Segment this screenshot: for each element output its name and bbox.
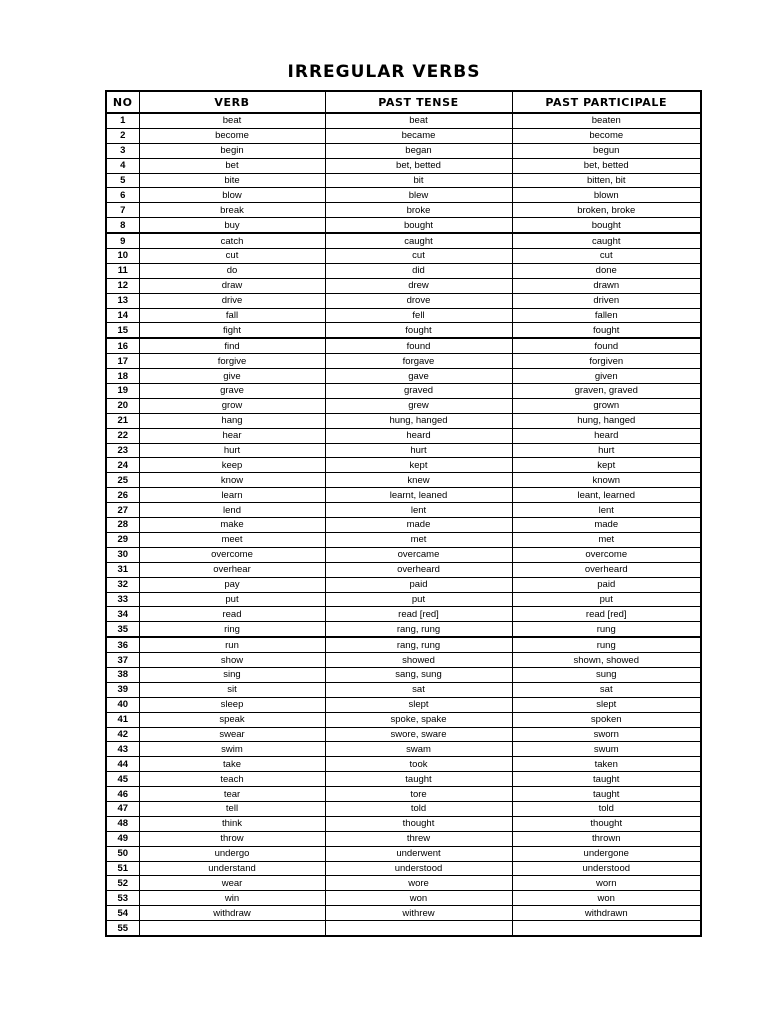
cell-no: 15 bbox=[106, 323, 139, 338]
table-row bbox=[106, 667, 701, 682]
cell-past-tense: gave bbox=[325, 369, 512, 384]
cell-no: 51 bbox=[106, 861, 139, 876]
table-row bbox=[106, 637, 701, 652]
cell-past-participle: understood bbox=[512, 861, 701, 876]
table-row bbox=[106, 787, 701, 802]
table-row bbox=[106, 384, 701, 399]
cell-past-tense bbox=[325, 921, 512, 936]
cell-verb: tear bbox=[139, 787, 325, 802]
cell-past-tense: heard bbox=[325, 428, 512, 443]
cell-no: 2 bbox=[106, 128, 139, 143]
cell-past-participle: heard bbox=[512, 428, 701, 443]
cell-past-participle: kept bbox=[512, 458, 701, 473]
cell-past-tense: threw bbox=[325, 831, 512, 846]
table-row bbox=[106, 712, 701, 727]
cell-no: 46 bbox=[106, 787, 139, 802]
cell-no: 30 bbox=[106, 547, 139, 562]
cell-verb: withdraw bbox=[139, 906, 325, 921]
table-row bbox=[106, 801, 701, 816]
cell-past-participle: graven, graved bbox=[512, 384, 701, 399]
cell-past-tense: lent bbox=[325, 503, 512, 518]
cell-past-tense: paid bbox=[325, 577, 512, 592]
cell-no: 37 bbox=[106, 653, 139, 668]
cell-verb: become bbox=[139, 128, 325, 143]
cell-past-participle: paid bbox=[512, 577, 701, 592]
cell-past-participle: blown bbox=[512, 188, 701, 203]
cell-past-participle: broken, broke bbox=[512, 203, 701, 218]
cell-past-tense: met bbox=[325, 532, 512, 547]
cell-no: 54 bbox=[106, 906, 139, 921]
cell-past-tense: knew bbox=[325, 473, 512, 488]
cell-past-participle: found bbox=[512, 338, 701, 353]
table-row bbox=[106, 682, 701, 697]
cell-past-tense: drove bbox=[325, 293, 512, 308]
cell-past-tense: broke bbox=[325, 203, 512, 218]
table-row bbox=[106, 727, 701, 742]
cell-past-participle: thrown bbox=[512, 831, 701, 846]
cell-no: 55 bbox=[106, 921, 139, 936]
cell-past-participle: withdrawn bbox=[512, 906, 701, 921]
cell-past-tense: bought bbox=[325, 218, 512, 233]
table-row bbox=[106, 562, 701, 577]
cell-no: 24 bbox=[106, 458, 139, 473]
cell-past-participle: taken bbox=[512, 757, 701, 772]
cell-past-participle: bitten, bit bbox=[512, 173, 701, 188]
cell-past-tense: cut bbox=[325, 249, 512, 264]
cell-past-participle: slept bbox=[512, 697, 701, 712]
cell-verb: bite bbox=[139, 173, 325, 188]
cell-past-tense: told bbox=[325, 801, 512, 816]
table-row bbox=[106, 218, 701, 233]
header-past-tense: PAST TENSE bbox=[325, 91, 512, 113]
cell-verb: sleep bbox=[139, 697, 325, 712]
cell-verb: undergo bbox=[139, 846, 325, 861]
cell-past-participle: leant, learned bbox=[512, 488, 701, 503]
cell-past-participle: rung bbox=[512, 637, 701, 652]
cell-past-participle: put bbox=[512, 592, 701, 607]
table-row bbox=[106, 113, 701, 128]
table-row bbox=[106, 547, 701, 562]
cell-past-tense: found bbox=[325, 338, 512, 353]
cell-past-tense: fell bbox=[325, 308, 512, 323]
cell-verb: find bbox=[139, 338, 325, 353]
table-row bbox=[106, 398, 701, 413]
cell-verb: tell bbox=[139, 801, 325, 816]
cell-past-participle: grown bbox=[512, 398, 701, 413]
cell-past-participle: won bbox=[512, 891, 701, 906]
table-row bbox=[106, 173, 701, 188]
cell-verb: throw bbox=[139, 831, 325, 846]
cell-past-participle: drawn bbox=[512, 278, 701, 293]
cell-verb: speak bbox=[139, 712, 325, 727]
cell-past-tense: understood bbox=[325, 861, 512, 876]
cell-verb: win bbox=[139, 891, 325, 906]
cell-no: 21 bbox=[106, 413, 139, 428]
table-row bbox=[106, 413, 701, 428]
cell-past-tense: swore, sware bbox=[325, 727, 512, 742]
cell-past-tense: graved bbox=[325, 384, 512, 399]
table-row bbox=[106, 891, 701, 906]
cell-past-participle: become bbox=[512, 128, 701, 143]
table-row bbox=[106, 233, 701, 248]
cell-past-participle: shown, showed bbox=[512, 653, 701, 668]
cell-past-participle: thought bbox=[512, 816, 701, 831]
cell-past-tense: thought bbox=[325, 816, 512, 831]
cell-verb: swim bbox=[139, 742, 325, 757]
cell-verb: hurt bbox=[139, 443, 325, 458]
table-row bbox=[106, 188, 701, 203]
cell-past-tense: beat bbox=[325, 113, 512, 128]
cell-past-tense: taught bbox=[325, 772, 512, 787]
header-verb: VERB bbox=[139, 91, 325, 113]
cell-no: 19 bbox=[106, 384, 139, 399]
cell-verb: forgive bbox=[139, 354, 325, 369]
cell-past-participle: overcome bbox=[512, 547, 701, 562]
cell-past-participle: taught bbox=[512, 787, 701, 802]
cell-verb: run bbox=[139, 637, 325, 652]
cell-past-participle: cut bbox=[512, 249, 701, 264]
cell-past-tense: learnt, leaned bbox=[325, 488, 512, 503]
cell-past-participle: worn bbox=[512, 876, 701, 891]
cell-past-participle bbox=[512, 921, 701, 936]
table-row bbox=[106, 846, 701, 861]
table-row bbox=[106, 592, 701, 607]
cell-past-participle: sung bbox=[512, 667, 701, 682]
cell-no: 28 bbox=[106, 518, 139, 533]
table-row bbox=[106, 369, 701, 384]
cell-verb: grow bbox=[139, 398, 325, 413]
cell-past-tense: began bbox=[325, 143, 512, 158]
cell-past-participle: rung bbox=[512, 622, 701, 637]
cell-past-participle: given bbox=[512, 369, 701, 384]
cell-verb: bet bbox=[139, 158, 325, 173]
cell-no: 9 bbox=[106, 233, 139, 248]
cell-past-tense: rang, rung bbox=[325, 622, 512, 637]
cell-no: 26 bbox=[106, 488, 139, 503]
cell-past-tense: read [red] bbox=[325, 607, 512, 622]
table-row bbox=[106, 473, 701, 488]
table-row bbox=[106, 354, 701, 369]
cell-past-participle: made bbox=[512, 518, 701, 533]
table-row bbox=[106, 338, 701, 353]
cell-no: 40 bbox=[106, 697, 139, 712]
header-no: NO bbox=[106, 91, 139, 113]
table-row bbox=[106, 816, 701, 831]
cell-past-participle: lent bbox=[512, 503, 701, 518]
table-row bbox=[106, 831, 701, 846]
cell-verb: break bbox=[139, 203, 325, 218]
cell-past-tense: blew bbox=[325, 188, 512, 203]
cell-verb: put bbox=[139, 592, 325, 607]
cell-past-tense: did bbox=[325, 263, 512, 278]
table-row bbox=[106, 278, 701, 293]
table-row bbox=[106, 263, 701, 278]
cell-no: 52 bbox=[106, 876, 139, 891]
cell-no: 43 bbox=[106, 742, 139, 757]
cell-verb: hang bbox=[139, 413, 325, 428]
cell-no: 22 bbox=[106, 428, 139, 443]
table-row bbox=[106, 906, 701, 921]
cell-verb: grave bbox=[139, 384, 325, 399]
table-row bbox=[106, 143, 701, 158]
cell-past-participle: fallen bbox=[512, 308, 701, 323]
cell-verb: sing bbox=[139, 667, 325, 682]
cell-verb: fight bbox=[139, 323, 325, 338]
cell-no: 36 bbox=[106, 637, 139, 652]
cell-past-tense: sang, sung bbox=[325, 667, 512, 682]
table-row bbox=[106, 203, 701, 218]
cell-no: 35 bbox=[106, 622, 139, 637]
cell-past-tense: sat bbox=[325, 682, 512, 697]
cell-past-tense: spoke, spake bbox=[325, 712, 512, 727]
table-row bbox=[106, 742, 701, 757]
cell-no: 33 bbox=[106, 592, 139, 607]
cell-no: 39 bbox=[106, 682, 139, 697]
cell-past-tense: made bbox=[325, 518, 512, 533]
cell-past-participle: begun bbox=[512, 143, 701, 158]
table-row bbox=[106, 158, 701, 173]
cell-verb: take bbox=[139, 757, 325, 772]
cell-no: 32 bbox=[106, 577, 139, 592]
cell-no: 11 bbox=[106, 263, 139, 278]
cell-no: 18 bbox=[106, 369, 139, 384]
cell-verb: catch bbox=[139, 233, 325, 248]
table-row bbox=[106, 921, 701, 936]
cell-verb: meet bbox=[139, 532, 325, 547]
cell-verb: overcome bbox=[139, 547, 325, 562]
cell-no: 31 bbox=[106, 562, 139, 577]
cell-no: 10 bbox=[106, 249, 139, 264]
cell-no: 12 bbox=[106, 278, 139, 293]
cell-verb: cut bbox=[139, 249, 325, 264]
cell-past-participle: hurt bbox=[512, 443, 701, 458]
cell-past-tense: underwent bbox=[325, 846, 512, 861]
cell-no: 1 bbox=[106, 113, 139, 128]
cell-past-participle: taught bbox=[512, 772, 701, 787]
table-row bbox=[106, 323, 701, 338]
cell-past-tense: showed bbox=[325, 653, 512, 668]
cell-verb: show bbox=[139, 653, 325, 668]
cell-verb: wear bbox=[139, 876, 325, 891]
cell-past-participle: caught bbox=[512, 233, 701, 248]
cell-no: 45 bbox=[106, 772, 139, 787]
table-row bbox=[106, 697, 701, 712]
cell-no: 41 bbox=[106, 712, 139, 727]
table-row bbox=[106, 622, 701, 637]
table-row bbox=[106, 128, 701, 143]
cell-no: 8 bbox=[106, 218, 139, 233]
cell-verb: overhear bbox=[139, 562, 325, 577]
cell-past-tense: fought bbox=[325, 323, 512, 338]
table-row bbox=[106, 861, 701, 876]
cell-verb: learn bbox=[139, 488, 325, 503]
cell-verb: know bbox=[139, 473, 325, 488]
cell-past-tense: withrew bbox=[325, 906, 512, 921]
cell-no: 49 bbox=[106, 831, 139, 846]
cell-past-participle: sworn bbox=[512, 727, 701, 742]
cell-past-participle: driven bbox=[512, 293, 701, 308]
cell-past-tense: drew bbox=[325, 278, 512, 293]
cell-past-participle: bet, betted bbox=[512, 158, 701, 173]
cell-past-tense: slept bbox=[325, 697, 512, 712]
cell-past-tense: became bbox=[325, 128, 512, 143]
cell-past-tense: rang, rung bbox=[325, 637, 512, 652]
cell-verb: read bbox=[139, 607, 325, 622]
cell-verb: keep bbox=[139, 458, 325, 473]
cell-no: 13 bbox=[106, 293, 139, 308]
cell-verb: give bbox=[139, 369, 325, 384]
cell-past-tense: bet, betted bbox=[325, 158, 512, 173]
table-row bbox=[106, 772, 701, 787]
cell-no: 17 bbox=[106, 354, 139, 369]
cell-verb: lend bbox=[139, 503, 325, 518]
cell-past-participle: sat bbox=[512, 682, 701, 697]
table-row bbox=[106, 249, 701, 264]
cell-past-tense: won bbox=[325, 891, 512, 906]
table-row bbox=[106, 488, 701, 503]
cell-past-tense: overcame bbox=[325, 547, 512, 562]
cell-no: 42 bbox=[106, 727, 139, 742]
cell-past-participle: beaten bbox=[512, 113, 701, 128]
cell-past-tense: forgave bbox=[325, 354, 512, 369]
cell-no: 44 bbox=[106, 757, 139, 772]
cell-past-participle: swum bbox=[512, 742, 701, 757]
cell-no: 20 bbox=[106, 398, 139, 413]
cell-past-tense: wore bbox=[325, 876, 512, 891]
cell-past-tense: caught bbox=[325, 233, 512, 248]
cell-past-tense: kept bbox=[325, 458, 512, 473]
cell-verb: drive bbox=[139, 293, 325, 308]
cell-past-participle: overheard bbox=[512, 562, 701, 577]
cell-no: 23 bbox=[106, 443, 139, 458]
cell-verb: make bbox=[139, 518, 325, 533]
cell-no: 16 bbox=[106, 338, 139, 353]
cell-no: 14 bbox=[106, 308, 139, 323]
table-row bbox=[106, 607, 701, 622]
cell-past-participle: bought bbox=[512, 218, 701, 233]
table-header-row bbox=[106, 91, 701, 113]
cell-verb: begin bbox=[139, 143, 325, 158]
table-row bbox=[106, 293, 701, 308]
cell-verb: sit bbox=[139, 682, 325, 697]
cell-past-tense: put bbox=[325, 592, 512, 607]
cell-past-tense: bit bbox=[325, 173, 512, 188]
cell-verb: beat bbox=[139, 113, 325, 128]
cell-verb: fall bbox=[139, 308, 325, 323]
cell-past-tense: hung, hanged bbox=[325, 413, 512, 428]
table-row bbox=[106, 308, 701, 323]
cell-verb: ring bbox=[139, 622, 325, 637]
cell-verb: hear bbox=[139, 428, 325, 443]
cell-past-participle: undergone bbox=[512, 846, 701, 861]
cell-past-participle: hung, hanged bbox=[512, 413, 701, 428]
cell-past-tense: overheard bbox=[325, 562, 512, 577]
cell-past-participle: fought bbox=[512, 323, 701, 338]
cell-no: 53 bbox=[106, 891, 139, 906]
cell-no: 25 bbox=[106, 473, 139, 488]
cell-verb: draw bbox=[139, 278, 325, 293]
cell-past-tense: took bbox=[325, 757, 512, 772]
cell-verb: teach bbox=[139, 772, 325, 787]
page-title: IRREGULAR VERBS bbox=[287, 62, 481, 82]
cell-no: 6 bbox=[106, 188, 139, 203]
table-body bbox=[106, 113, 701, 936]
cell-past-tense: tore bbox=[325, 787, 512, 802]
cell-no: 34 bbox=[106, 607, 139, 622]
cell-verb: swear bbox=[139, 727, 325, 742]
cell-no: 27 bbox=[106, 503, 139, 518]
table-row bbox=[106, 757, 701, 772]
cell-verb: think bbox=[139, 816, 325, 831]
table-row bbox=[106, 653, 701, 668]
cell-past-participle: met bbox=[512, 532, 701, 547]
cell-no: 48 bbox=[106, 816, 139, 831]
cell-verb: pay bbox=[139, 577, 325, 592]
cell-verb: do bbox=[139, 263, 325, 278]
table-row bbox=[106, 518, 701, 533]
cell-no: 4 bbox=[106, 158, 139, 173]
cell-no: 7 bbox=[106, 203, 139, 218]
table-row bbox=[106, 503, 701, 518]
cell-verb: blow bbox=[139, 188, 325, 203]
cell-past-tense: swam bbox=[325, 742, 512, 757]
cell-verb bbox=[139, 921, 325, 936]
cell-no: 50 bbox=[106, 846, 139, 861]
cell-no: 29 bbox=[106, 532, 139, 547]
cell-past-participle: spoken bbox=[512, 712, 701, 727]
cell-past-participle: told bbox=[512, 801, 701, 816]
cell-no: 38 bbox=[106, 667, 139, 682]
table-row bbox=[106, 577, 701, 592]
table-row bbox=[106, 458, 701, 473]
cell-past-tense: hurt bbox=[325, 443, 512, 458]
cell-past-participle: done bbox=[512, 263, 701, 278]
irregular-verbs-table bbox=[105, 90, 702, 937]
cell-past-participle: known bbox=[512, 473, 701, 488]
cell-verb: buy bbox=[139, 218, 325, 233]
cell-past-participle: forgiven bbox=[512, 354, 701, 369]
table-row bbox=[106, 876, 701, 891]
cell-past-participle: read [red] bbox=[512, 607, 701, 622]
cell-no: 5 bbox=[106, 173, 139, 188]
cell-no: 47 bbox=[106, 801, 139, 816]
table-row bbox=[106, 443, 701, 458]
cell-verb: understand bbox=[139, 861, 325, 876]
cell-past-tense: grew bbox=[325, 398, 512, 413]
header-past-participle: PAST PARTICIPALE bbox=[512, 91, 701, 113]
table-row bbox=[106, 428, 701, 443]
cell-no: 3 bbox=[106, 143, 139, 158]
table-row bbox=[106, 532, 701, 547]
